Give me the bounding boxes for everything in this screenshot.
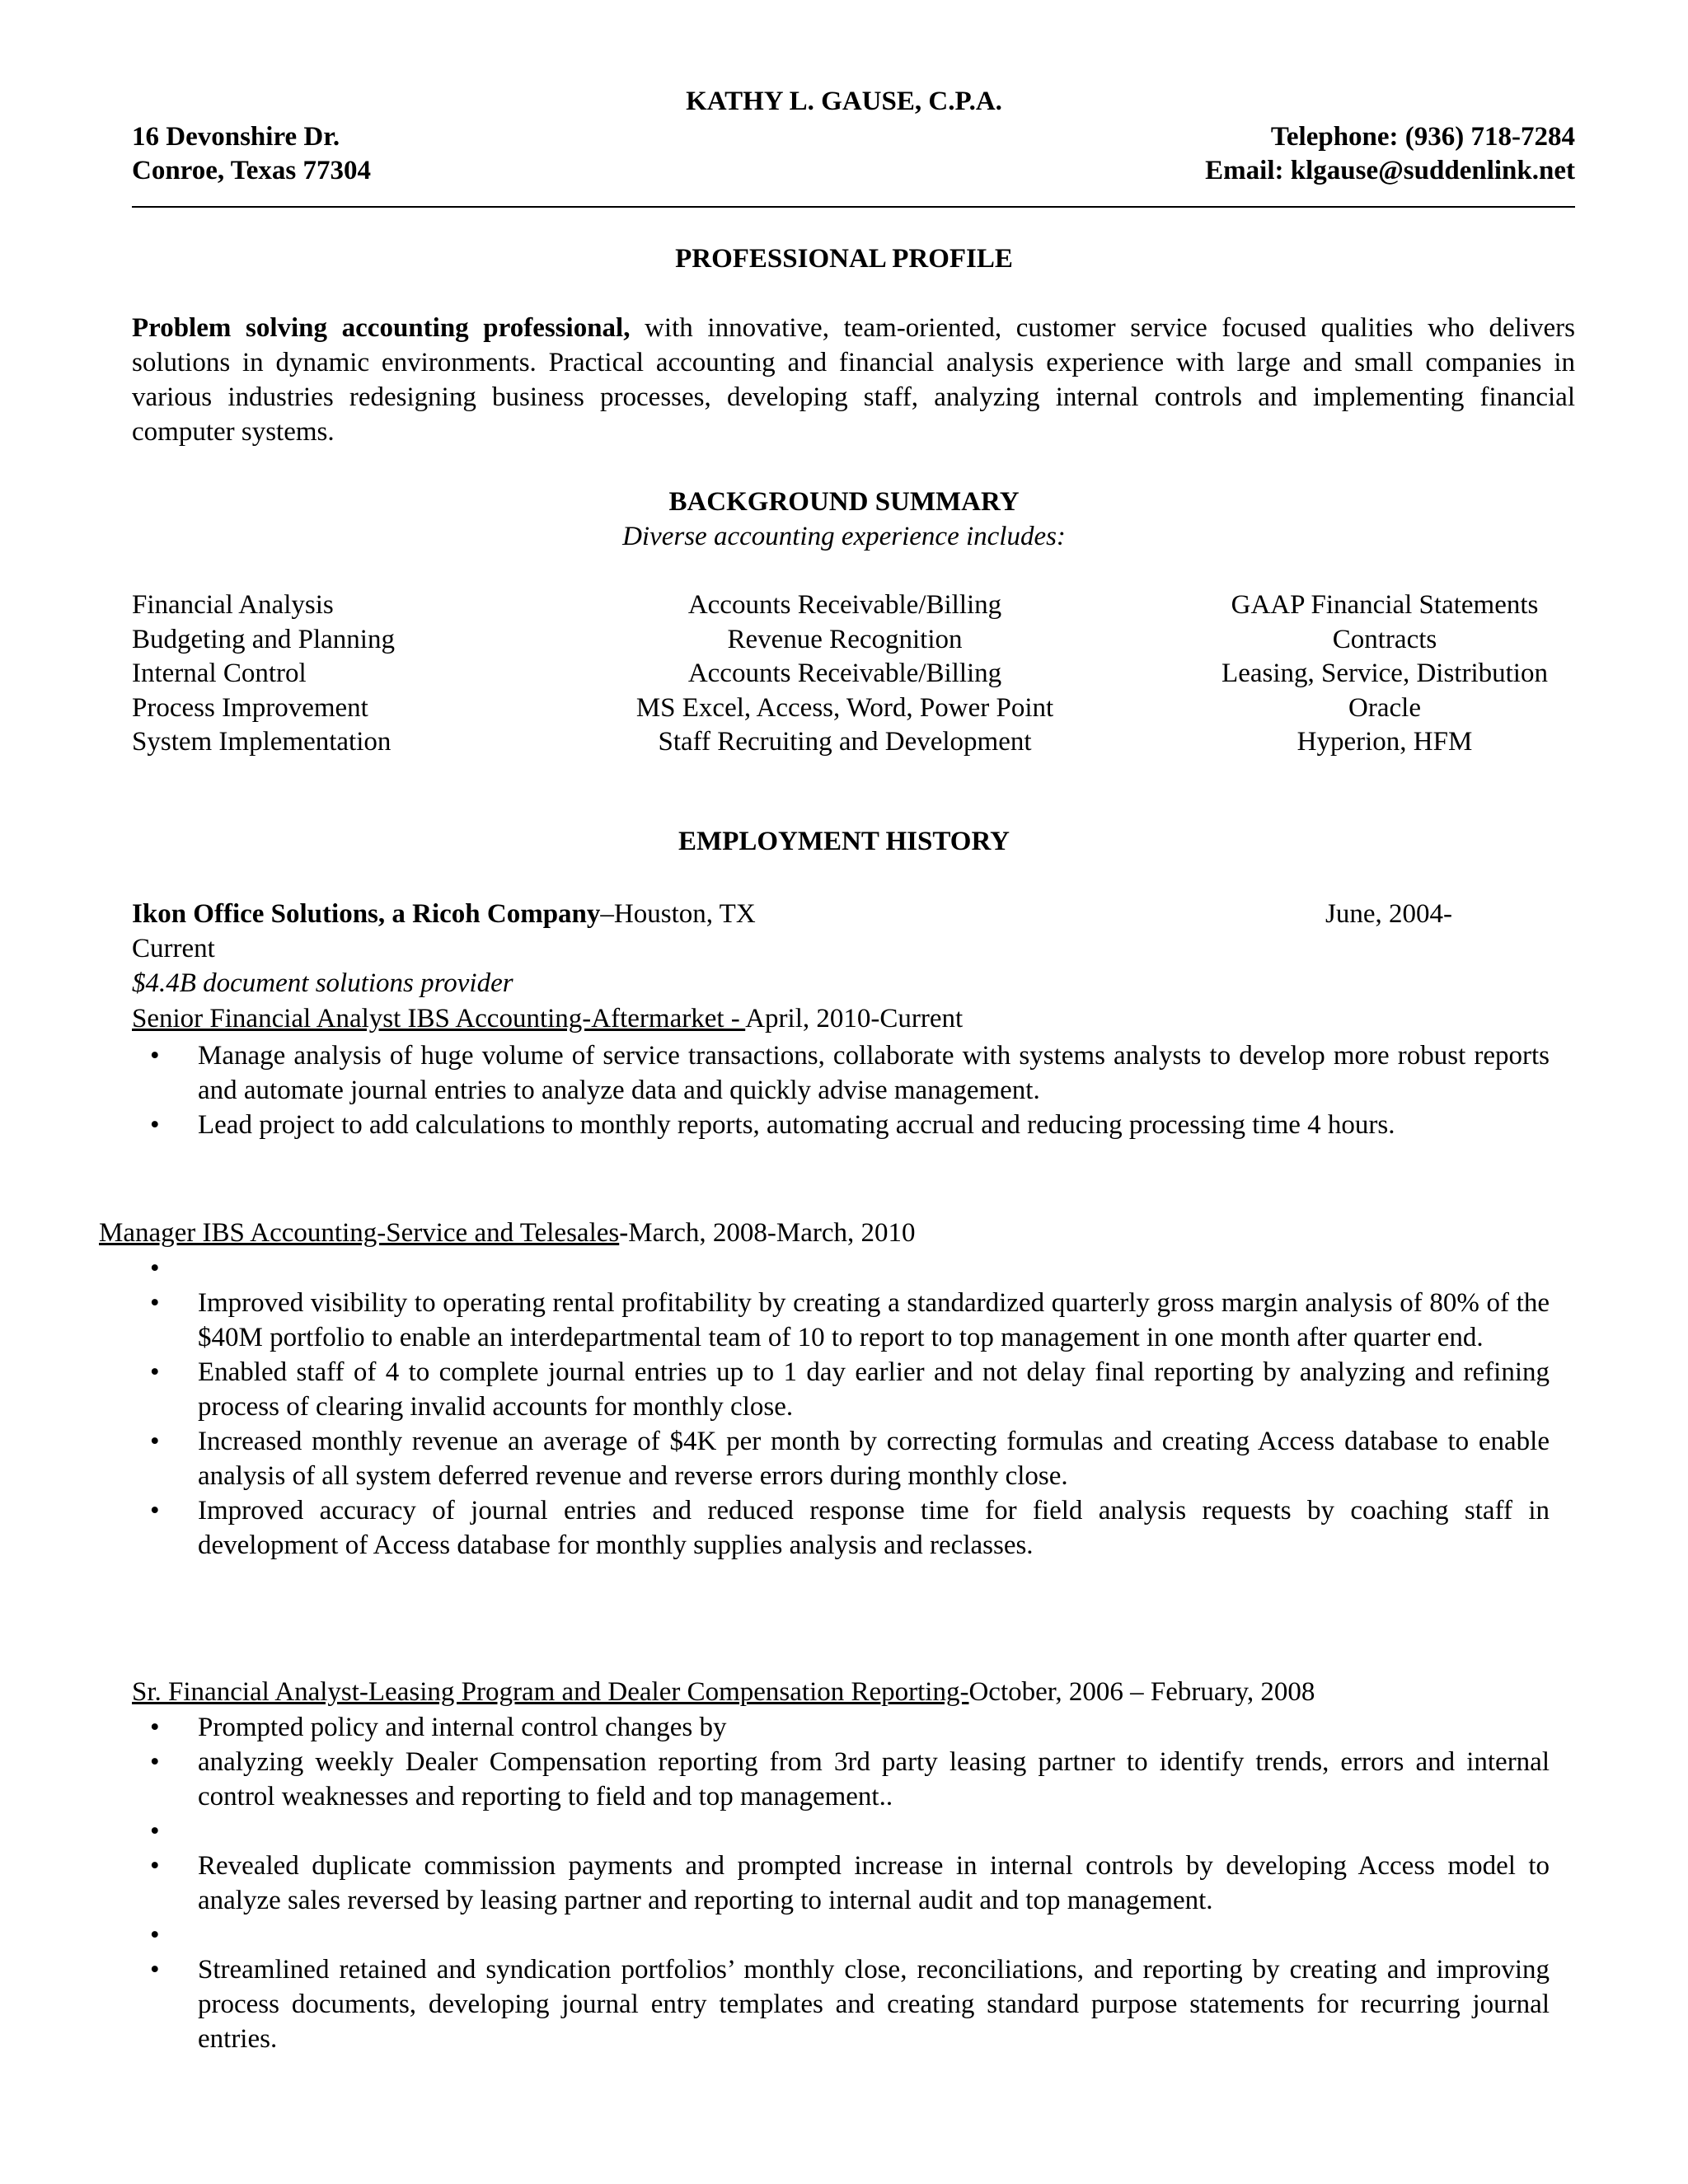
bullet-icon: • (150, 1955, 160, 1985)
header-divider (132, 206, 1575, 208)
company-line (132, 897, 756, 931)
skill-item: GAAP Financial Statements (1231, 590, 1539, 620)
role-bullets (132, 1038, 1550, 1142)
role-separator: - (619, 1218, 629, 1248)
company-name: Ikon Office Solutions, a Ricoh Company (132, 899, 601, 929)
role-title: Senior Financial Analyst IBS Accounting-Aftermarket - (132, 1004, 746, 1033)
role-title-line (132, 1675, 1315, 1709)
bullet-icon: • (150, 1254, 160, 1283)
list-item: • Streamlined retained and syndication portfolios’ monthly close, reconciliations, and reporting by creating and improving process documents, developing journal entry templates and creating standard purpose statements for recurring journal entries. (132, 1952, 1550, 2056)
company-location: –Houston, TX (600, 899, 756, 929)
skill-item: Staff Recruiting and Development (658, 727, 1032, 757)
profile-paragraph (132, 311, 1575, 449)
bullet-icon: • (150, 1496, 160, 1526)
company-dates-cont: Current (132, 934, 215, 963)
skills-column-2 (577, 588, 1113, 760)
role-bullets (132, 1251, 1550, 1563)
skill-item: System Implementation (132, 727, 392, 757)
list-item: • Enabled staff of 4 to complete journal entries up to 1 day earlier and not delay final reporting by analyzing and refining process of clearing invalid accounts for monthly close. (132, 1355, 1550, 1424)
candidate-name: KATHY L. GAUSE, C.P.A. (686, 87, 1002, 116)
list-item: • Manage analysis of huge volume of service transactions, collaborate with systems analysts to develop more robust reports and automate journal entries to analyze data and quickly advise management. (132, 1038, 1550, 1108)
list-item: • Revealed duplicate commission payments and prompted increase in internal controls by developing Access model to analyze sales reversed by leasing partner and reporting to internal audit and top management. (132, 1849, 1550, 1918)
role-dates: April, 2010-Current (745, 1004, 964, 1033)
role-title-line (99, 1216, 915, 1250)
bullet-icon: • (150, 1110, 160, 1140)
skills-column-1 (132, 588, 395, 760)
skill-item: Contracts (1332, 624, 1437, 654)
skill-item: Accounts Receivable/Billing (687, 658, 1002, 688)
bullet-icon: • (150, 1816, 160, 1846)
bullet-icon: • (150, 1851, 160, 1881)
skill-item: MS Excel, Access, Word, Power Point (635, 692, 1054, 723)
list-item (132, 1814, 1550, 1849)
role-dates: March, 2008-March, 2010 (628, 1218, 916, 1248)
bullet-icon: • (150, 1427, 160, 1456)
role-title: Sr. Financial Analyst-Leasing Program and Dealer Compensation Reporting- (132, 1677, 969, 1707)
skill-item: Budgeting and Planning (132, 624, 395, 654)
skill-item: Revenue Recognition (727, 624, 963, 654)
company-dates: June, 2004- (1325, 899, 1452, 929)
list-item: • Prompted policy and internal control changes by (132, 1710, 1550, 1745)
address-line-2: Conroe, Texas 77304 (132, 156, 372, 185)
background-heading: BACKGROUND SUMMARY (668, 487, 1020, 517)
list-item: • Improved accuracy of journal entries and reduced response time for field analysis requests by coaching staff in development of Access database for monthly supplies analysis and reclasses. (132, 1493, 1550, 1563)
company-description: $4.4B document solutions provider (132, 968, 513, 998)
telephone: Telephone: (936) 718-7284 (1270, 122, 1575, 152)
profile-heading: PROFESSIONAL PROFILE (675, 244, 1013, 274)
bullet-icon: • (150, 1288, 160, 1318)
skill-item: Leasing, Service, Distribution (1221, 658, 1548, 688)
list-item: • Increased monthly revenue an average of $4K per month by correcting formulas and creating Access database to enable analysis of all system deferred revenue and reverse errors during monthly close. (132, 1424, 1550, 1493)
skill-item: Oracle (1348, 692, 1421, 723)
skill-item: Internal Control (132, 658, 307, 688)
skill-item: Hyperion, HFM (1296, 727, 1473, 757)
employment-heading: EMPLOYMENT HISTORY (678, 827, 1010, 856)
bullet-icon: • (150, 1357, 160, 1387)
role-bullets (132, 1710, 1550, 2056)
list-item: • analyzing weekly Dealer Compensation reporting from 3rd party leasing partner to identify trends, errors and internal control weaknesses and reporting to field and top management.. (132, 1745, 1550, 1814)
address-line-1: 16 Devonshire Dr. (132, 122, 340, 152)
list-item (132, 1251, 1550, 1286)
list-item (132, 1918, 1550, 1952)
role-title-line (132, 1001, 963, 1036)
bullet-icon: • (150, 1713, 160, 1742)
list-item: • Improved visibility to operating rental profitability by creating a standardized quarterly gross margin analysis of 80% of the $40M portfolio to enable an interdepartmental team of 10 to report to top management in one month after quarter end. (132, 1286, 1550, 1355)
bullet-icon: • (150, 1920, 160, 1950)
background-subheading: Diverse accounting experience includes: (622, 522, 1066, 551)
role-title: Manager IBS Accounting-Service and Telesales (99, 1218, 620, 1248)
bullet-icon: • (150, 1747, 160, 1777)
profile-text: with innovative, team-oriented, customer service focused qualities who delivers solutions in dynamic environments. Practical accounting and financial analysis experience with large and small companies in various industries redesigning business processes, developing staff, analyzing internal controls and implementing financial computer systems. (132, 313, 1575, 447)
skill-item: Process Improvement (132, 692, 368, 723)
skill-item: Accounts Receivable/Billing (687, 590, 1002, 620)
skills-column-3 (1154, 588, 1615, 760)
profile-lead: Problem solving accounting professional, (132, 313, 631, 343)
role-dates: October, 2006 – February, 2008 (968, 1677, 1315, 1707)
email: Email: klgause@suddenlink.net (1205, 156, 1575, 185)
list-item: • Lead project to add calculations to monthly reports, automating accrual and reducing processing time 4 hours. (132, 1108, 1550, 1142)
skill-item: Financial Analysis (132, 590, 334, 620)
bullet-icon: • (150, 1041, 160, 1071)
